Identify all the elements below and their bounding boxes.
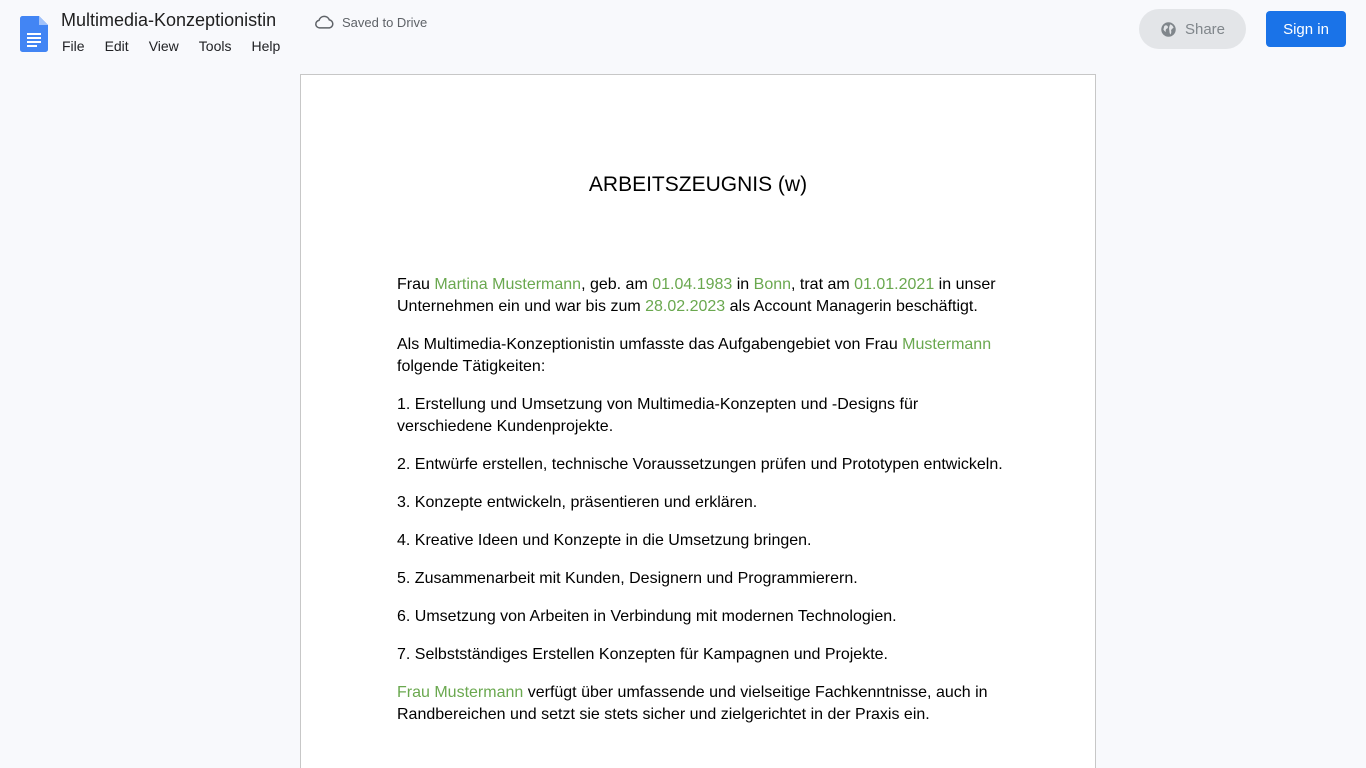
document-body — [397, 274, 1003, 742]
employee-name: Frau Mustermann — [397, 684, 524, 701]
share-button[interactable] — [1139, 9, 1246, 49]
google-docs-icon[interactable] — [20, 16, 48, 52]
save-status-label: Saved to Drive — [342, 14, 428, 30]
save-status[interactable] — [314, 14, 427, 30]
menu-view[interactable]: View — [148, 38, 179, 54]
sign-in-button[interactable]: Sign in — [1266, 11, 1346, 47]
start-date: 01.01.2021 — [854, 276, 935, 293]
skills-paragraph: Frau Mustermann verfügt über umfassende und vielseitige Fachkenntnisse, auch in Randbereichen und setzt sie stets sicher und zielgerichtet in der Praxis ein. — [397, 684, 988, 723]
menu-edit[interactable]: Edit — [104, 38, 129, 54]
document-title[interactable]: Multimedia-Konzeptionistin — [61, 10, 277, 30]
task-item: 7. Selbstständiges Erstellen Konzepten für Kampagnen und Projekte. — [397, 646, 888, 663]
menu-bar — [52, 36, 290, 58]
task-item: 2. Entwürfe erstellen, technische Voraussetzungen prüfen und Prototypen entwickeln. — [397, 456, 1003, 473]
app-header — [0, 0, 1366, 64]
employee-surname: Mustermann — [902, 336, 992, 353]
share-button-label: Share — [1184, 20, 1226, 38]
end-date: 28.02.2023 — [645, 298, 726, 315]
task-item: 1. Erstellung und Umsetzung von Multimedia-Konzepten und -Designs für verschiedene Kundenprojekte. — [397, 396, 919, 435]
task-item: 5. Zusammenarbeit mit Kunden, Designern und Programmierern. — [397, 570, 858, 587]
globe-icon — [1160, 21, 1177, 38]
menu-file[interactable]: File — [62, 38, 85, 54]
document-heading: ARBEITSZEUGNIS (w) — [588, 173, 808, 196]
cloud-done-icon — [314, 14, 334, 30]
employee-name: Martina Mustermann — [434, 276, 582, 293]
birth-date: 01.04.1983 — [652, 276, 733, 293]
document-page[interactable] — [300, 74, 1096, 768]
menu-help[interactable]: Help — [251, 38, 281, 54]
task-item: 6. Umsetzung von Arbeiten in Verbindung mit modernen Technologien. — [397, 608, 897, 625]
birth-city: Bonn — [753, 276, 792, 293]
menu-tools[interactable]: Tools — [198, 38, 232, 54]
task-item: 4. Kreative Ideen und Konzepte in die Umsetzung bringen. — [397, 532, 812, 549]
tasks-intro-paragraph: Als Multimedia-Konzeptionistin umfasste das Aufgabengebiet von Frau Mustermann folgende Tätigkeiten: — [397, 336, 992, 375]
task-item: 3. Konzepte entwickeln, präsentieren und erklären. — [397, 494, 758, 511]
employee-intro-paragraph: Frau Martina Mustermann, geb. am 01.04.1983 in Bonn, trat am 01.01.2021 in unser Unternehmen ein und war bis zum 28.02.2023 als Account Managerin beschäftigt. — [397, 276, 996, 315]
